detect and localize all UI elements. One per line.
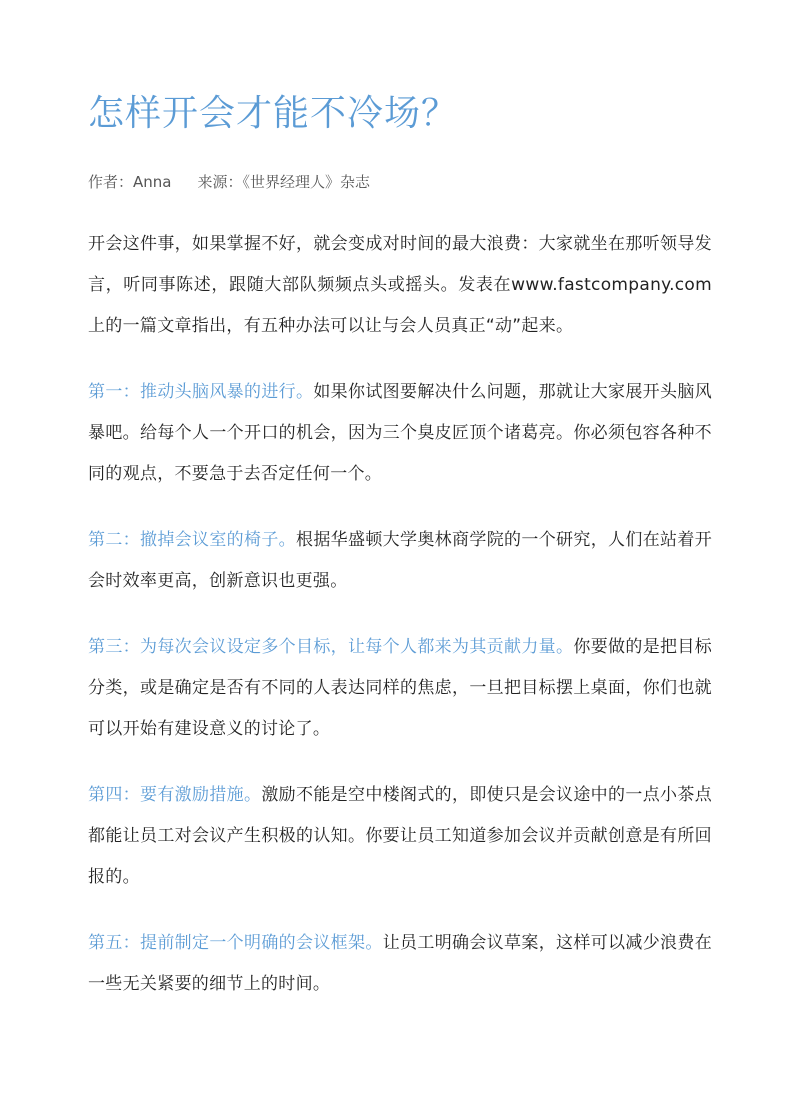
section-3 — [88, 627, 712, 750]
article-title: 怎样开会才能不冷场？ — [88, 93, 459, 134]
source-label: 来源：《世界经理人》杂志 — [197, 173, 370, 191]
intro-block — [88, 224, 712, 347]
section-paragraph — [88, 372, 712, 495]
author-label: 作者：Anna — [88, 173, 172, 191]
section-heading: 第五：提前制定一个明确的会议框架。 — [88, 933, 383, 953]
section-heading: 第四：要有激励措施。 — [88, 785, 262, 805]
intro-paragraph: 开会这件事，如果掌握不好，就会变成对时间的最大浪费：大家就坐在那听领导发言，听同事陈述，跟随大部队频频点头或摇头。发表在www.fastcompany.com上的一篇文章指出，有五种办法可以让与会人员真正“动”起来。 — [88, 234, 712, 336]
section-paragraph — [88, 775, 712, 898]
section-body: 根据华盛顿大学奥林商学院的一个研究，人们在站着开会时效率更高，创新意识也更强。 — [88, 530, 712, 591]
section-2 — [88, 520, 712, 602]
section-body: 让员工明确会议草案，这样可以减少浪费在一些无关紧要的细节上的时间。 — [88, 933, 712, 994]
section-4 — [88, 775, 712, 898]
section-heading: 第二：撤掉会议室的椅子。 — [88, 530, 297, 550]
section-heading: 第一：推动头脑风暴的进行。 — [88, 382, 314, 402]
section-body: 激励不能是空中楼阁式的，即使只是会议途中的一点小茶点都能让员工对会议产生积极的认知。你要让员工知道参加会议并贡献创意是有所回报的。 — [88, 785, 712, 887]
section-body: 如果你试图要解决什么问题，那就让大家展开头脑风暴吧。给每个人一个开口的机会，因为三个臭皮匠顶个诸葛亮。你必须包容各种不同的观点，不要急于去否定任何一个。 — [88, 382, 712, 484]
section-paragraph — [88, 923, 712, 1005]
section-heading: 第三：为每次会议设定多个目标，让每个人都来为其贡献力量。 — [88, 637, 574, 657]
section-5 — [88, 923, 712, 1005]
section-paragraph — [88, 627, 712, 750]
section-paragraph — [88, 520, 712, 602]
article-meta — [88, 170, 712, 194]
section-1 — [88, 372, 712, 495]
section-body: 你要做的是把目标分类，或是确定是否有不同的人表达同样的焦虑，一旦把目标摆上桌面，你们也就可以开始有建设意义的讨论了。 — [88, 637, 712, 739]
